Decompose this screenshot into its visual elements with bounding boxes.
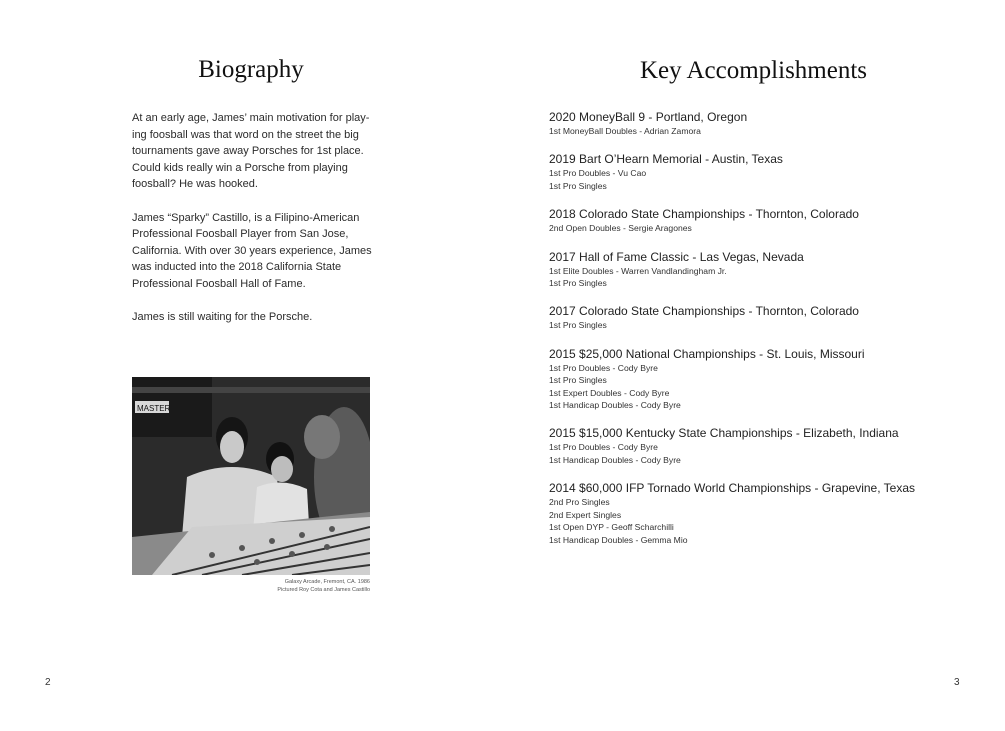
arcade-sign-text: MASTER	[137, 404, 171, 413]
event-item	[549, 109, 969, 137]
event-result: 1st Pro Singles	[549, 320, 607, 331]
caption-line: Galaxy Arcade, Fremont, CA. 1986	[284, 579, 370, 585]
arcade-photo-image	[132, 377, 370, 575]
event-title: 2015 $15,000 Kentucky State Championships - Elizabeth, Indiana	[549, 426, 899, 441]
event-result: 2nd Pro Singles	[549, 497, 610, 508]
event-result: 1st Expert Doubles - Cody Byre	[549, 387, 670, 398]
event-result: 2nd Expert Singles	[549, 509, 622, 520]
bio-paragraph: At an early age, James’ main motivation for play-ing foosball was that word on the street the big tournaments gave away Porsches for 1st place. Could kids really win a Porsche from playing foosball? He was hooked.	[132, 112, 370, 191]
left-page	[0, 0, 502, 731]
event-result: 1st Pro Doubles - Cody Byre	[549, 442, 658, 453]
bio-paragraph: James is still waiting for the Porsche.	[132, 311, 313, 324]
biography-title: Biography	[198, 56, 304, 83]
event-result: 1st MoneyBall Doubles - Adrian Zamora	[549, 126, 701, 136]
event-result: 1st Pro Doubles - Cody Byre	[549, 362, 658, 373]
accomplishments-list	[549, 109, 969, 560]
event-result: 1st Open DYP - Geoff Scharchilli	[549, 522, 674, 533]
event-result: 1st Pro Doubles - Vu Cao	[549, 168, 647, 179]
arcade-photo	[132, 377, 370, 575]
event-title: 2019 Bart O’Hearn Memorial - Austin, Texas	[549, 152, 783, 167]
event-title: 2017 Colorado State Championships - Thornton, Colorado	[549, 304, 859, 319]
event-title: 2015 $25,000 National Championships - St. Louis, Missouri	[549, 346, 865, 361]
right-page	[502, 0, 1005, 731]
event-title: 2018 Colorado State Championships - Thornton, Colorado	[549, 207, 859, 222]
event-result: 1st Pro Singles	[549, 180, 607, 191]
event-item	[549, 249, 969, 290]
event-item	[549, 206, 969, 234]
event-title: 2017 Hall of Fame Classic - Las Vegas, Nevada	[549, 249, 804, 264]
event-title: 2014 $60,000 IFP Tornado World Championships - Grapevine, Texas	[549, 481, 915, 496]
event-item	[549, 480, 969, 546]
page-number-left: 2	[45, 677, 51, 688]
event-title: 2020 MoneyBall 9 - Portland, Oregon	[549, 110, 748, 124]
event-result: 1st Pro Singles	[549, 375, 607, 386]
event-result: 1st Handicap Doubles - Cody Byre	[549, 454, 681, 465]
page-number-right: 3	[954, 677, 960, 688]
event-result: 1st Elite Doubles - Warren Vandlandingham Jr.	[549, 265, 727, 276]
event-result: 1st Handicap Doubles - Gemma Mio	[549, 534, 688, 545]
event-item	[549, 303, 969, 331]
photo-caption	[200, 578, 370, 594]
accomplishments-title: Key Accomplishments	[639, 57, 868, 84]
event-result: 1st Handicap Doubles - Cody Byre	[549, 400, 681, 411]
event-result: 2nd Open Doubles - Sergie Aragones	[549, 223, 692, 234]
event-item	[549, 425, 969, 466]
event-item	[549, 151, 969, 192]
event-result: 1st Pro Singles	[549, 278, 607, 289]
caption-line: Pictured Roy Cota and James Castillo	[277, 587, 370, 593]
bio-paragraph: James “Sparky” Castillo, is a Filipino-American Professional Foosball Player from San Jose, California. With over 30 years experience, James was inducted into the 2018 California State Professional Foosball Hall of Fame.	[132, 211, 372, 290]
biography-text	[132, 110, 377, 342]
event-item	[549, 346, 969, 412]
